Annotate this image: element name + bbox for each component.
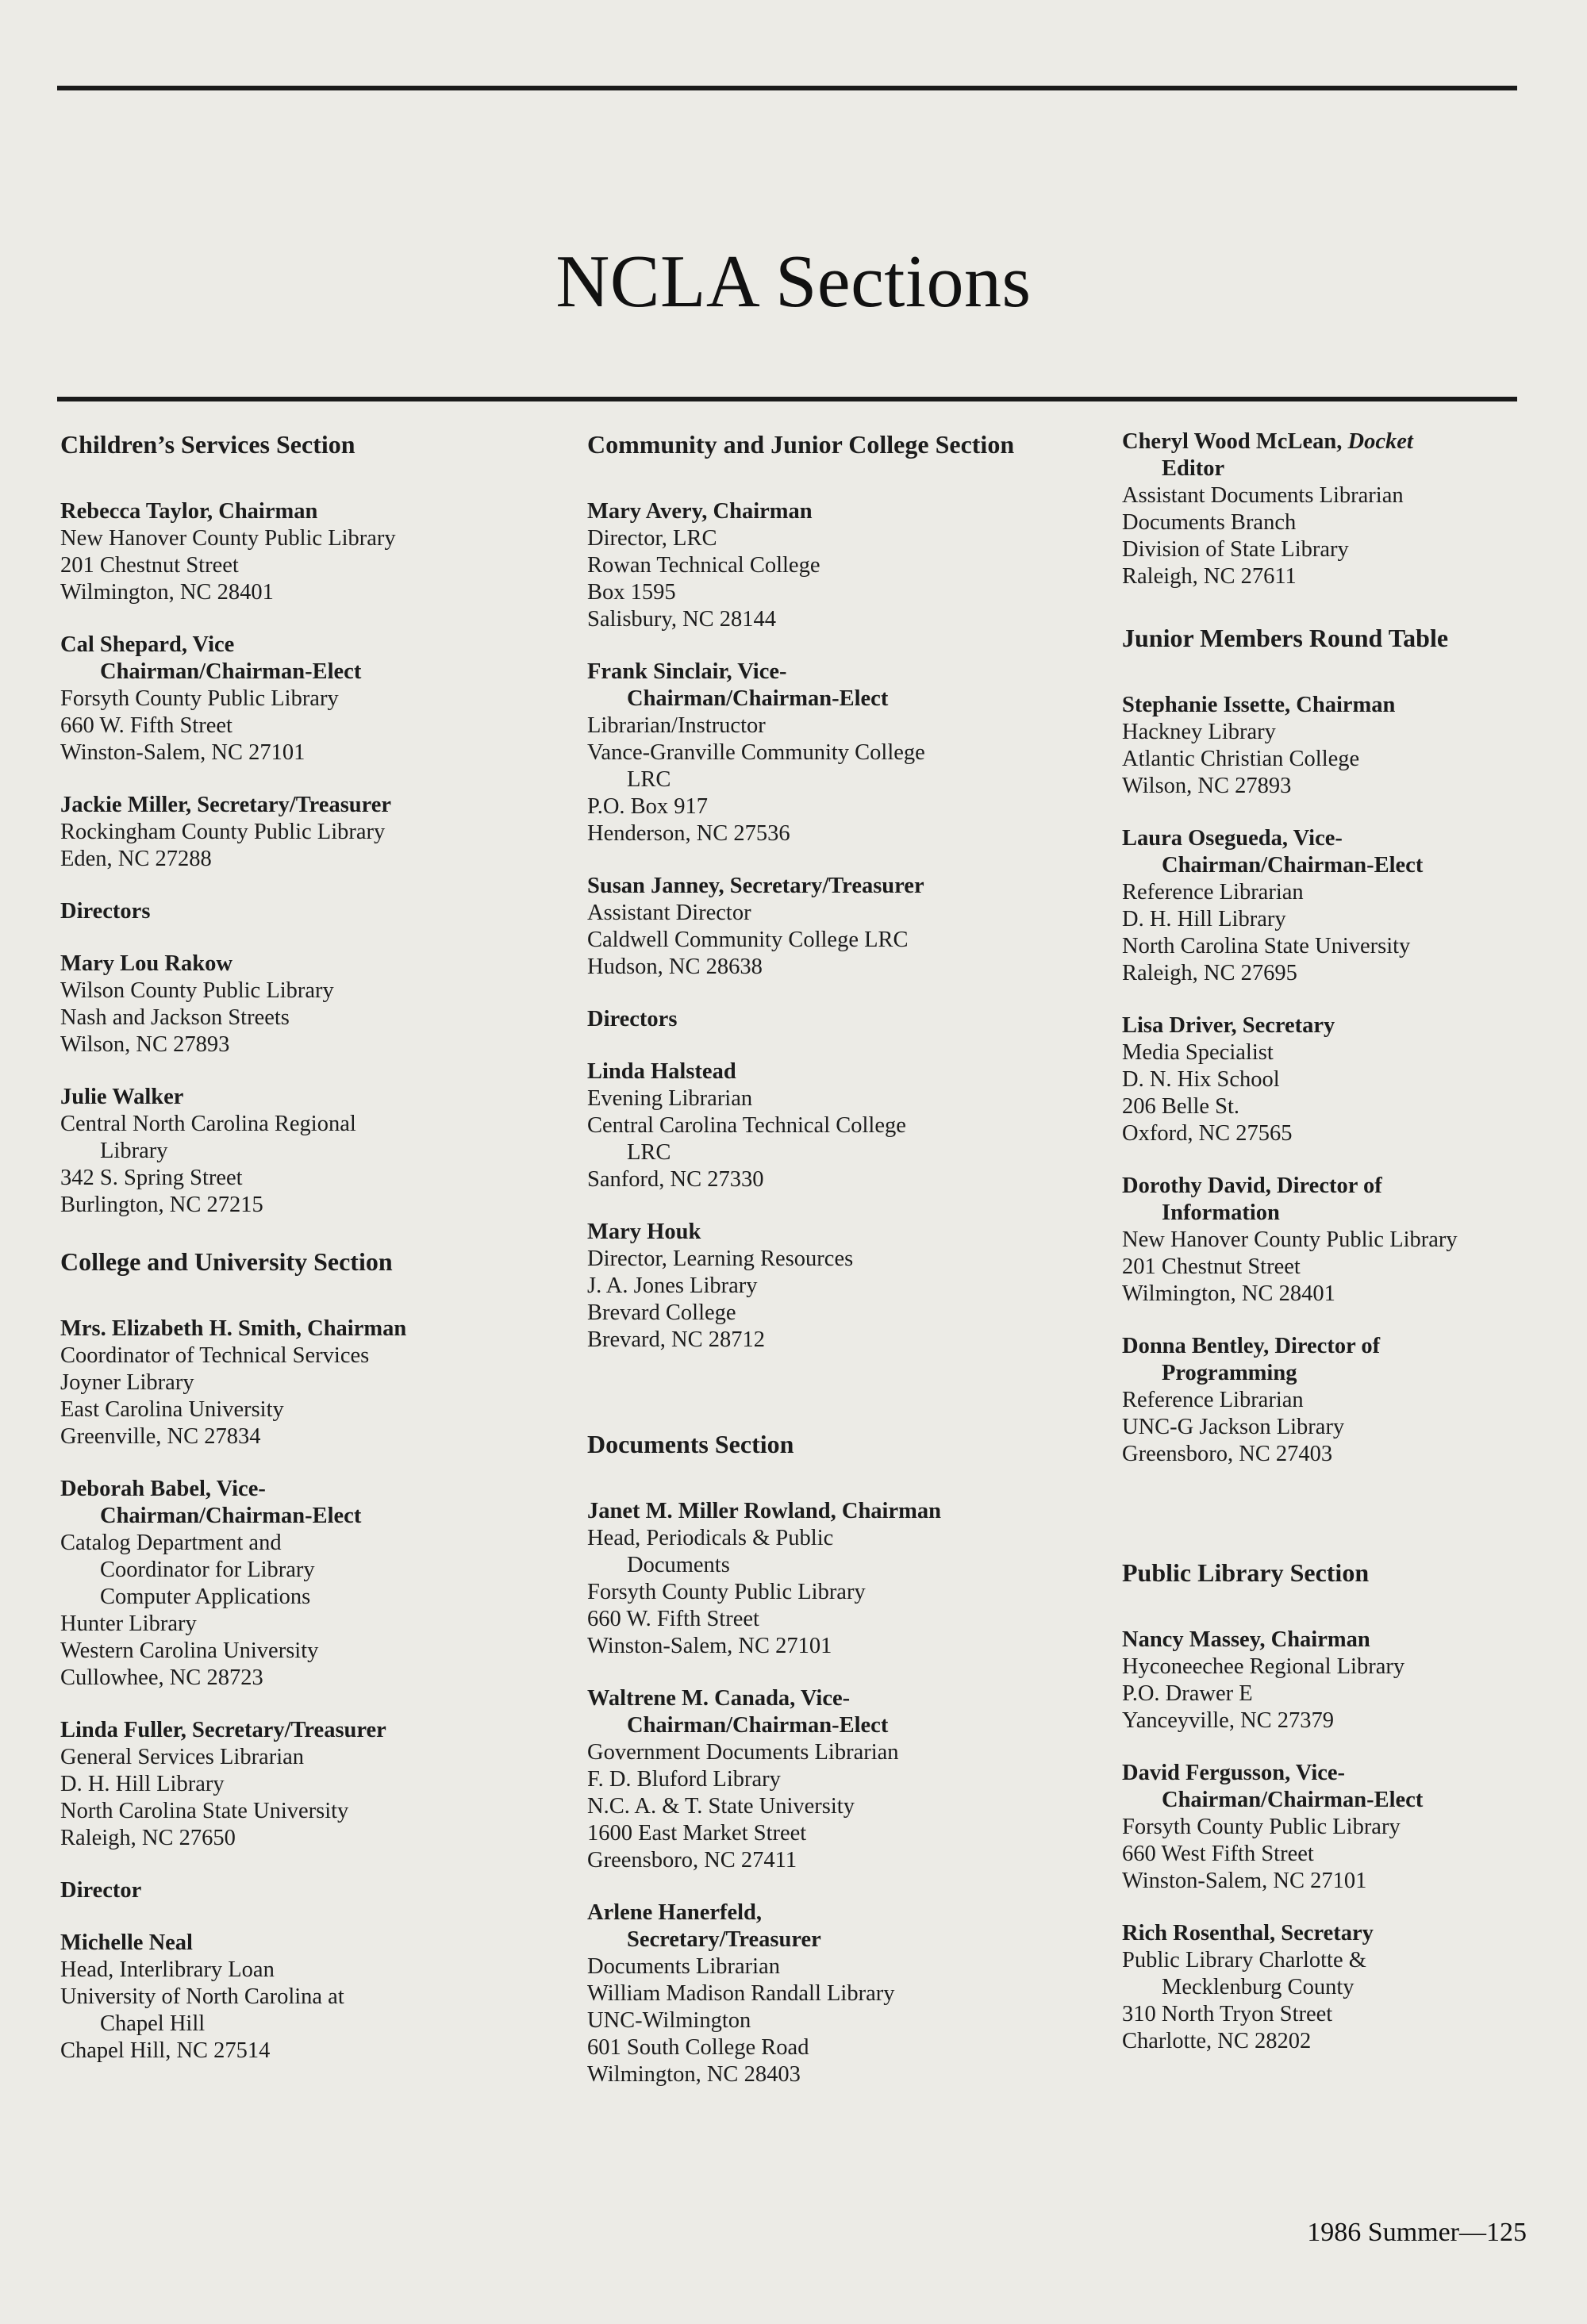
officer-name: Linda Halstead [587, 1059, 736, 1084]
address-line: Documents Branch [1122, 510, 1297, 535]
address-line: Catalog Department and [60, 1531, 282, 1555]
address-line: Joyner Library [60, 1370, 194, 1395]
officer-entry [60, 1476, 489, 1692]
address-line: Coordinator for Library [100, 1558, 315, 1582]
officer-name: Cal Shepard, Vice [60, 632, 235, 657]
officer-name: Nancy Massey, Chairman [1122, 1627, 1370, 1652]
address-line: Nash and Jackson Streets [60, 1005, 290, 1030]
address-line: 660 W. Fifth Street [587, 1607, 759, 1631]
address-line: Coordinator of Technical Services [60, 1343, 370, 1368]
address-line: P.O. Box 917 [587, 794, 709, 819]
officer-name: Mrs. Elizabeth H. Smith, Chairman [60, 1316, 407, 1341]
address-line: Wilson County Public Library [60, 978, 334, 1003]
officer-name: Linda Fuller, Secretary/Treasurer [60, 1718, 386, 1742]
address-line: Brevard College [587, 1300, 736, 1325]
address-line: Reference Librarian [1122, 880, 1304, 905]
address-line: North Carolina State University [60, 1799, 349, 1823]
address-line: Henderson, NC 27536 [587, 821, 790, 846]
section-heading-community: Community and Junior College Section [587, 430, 1015, 459]
address-line: Librarian/Instructor [587, 713, 766, 738]
address-line: Winston-Salem, NC 27101 [60, 740, 305, 765]
page-folio: 1986 Summer—125 [1307, 2218, 1527, 2247]
officer-name: Rebecca Taylor, Chairman [60, 499, 318, 524]
officer-name: Frank Sinclair, Vice- [587, 659, 787, 684]
address-line: Rowan Technical College [587, 553, 820, 578]
officer-name: Laura Osegueda, Vice- [1122, 826, 1343, 851]
address-line: Library [100, 1139, 168, 1163]
officer-name: Stephanie Issette, Chairman [1122, 693, 1396, 717]
address-line: Wilson, NC 27893 [1122, 774, 1292, 798]
address-line: Greensboro, NC 27411 [587, 1848, 797, 1873]
section-heading-childrens: Children’s Services Section [60, 430, 355, 459]
address-line: Public Library Charlotte & [1122, 1948, 1366, 1973]
address-line: Forsyth County Public Library [60, 686, 339, 711]
address-line: LRC [627, 767, 671, 792]
address-line: Greenville, NC 27834 [60, 1424, 261, 1449]
officer-entry [587, 659, 1079, 847]
address-line: Wilmington, NC 28401 [60, 580, 274, 605]
address-line: Documents Librarian [587, 1954, 780, 1979]
address-line: Hudson, NC 28638 [587, 955, 763, 979]
address-line: Director, Learning Resources [587, 1247, 854, 1271]
address-line: Rockingham County Public Library [60, 820, 386, 844]
officer-entry [1122, 1173, 1535, 1308]
address-line: New Hanover County Public Library [60, 526, 396, 551]
address-line: Government Documents Librarian [587, 1740, 899, 1765]
address-line: Eden, NC 27288 [60, 847, 212, 871]
address-line: Burlington, NC 27215 [60, 1193, 263, 1217]
address-line: J. A. Jones Library [587, 1273, 758, 1298]
officer-name: Rich Rosenthal, Secretary [1122, 1921, 1374, 1946]
officer-entry [60, 792, 489, 873]
address-line: 310 North Tryon Street [1122, 2002, 1333, 2026]
officer-name: Mary Avery, Chairman [587, 499, 813, 524]
address-line: UNC-G Jackson Library [1122, 1415, 1345, 1439]
address-line: N.C. A. & T. State University [587, 1794, 855, 1819]
officer-name: Lisa Driver, Secretary [1122, 1013, 1335, 1038]
officer-name: Julie Walker [60, 1085, 184, 1109]
address-line: D. H. Hill Library [1122, 907, 1286, 932]
officer-name: Janet M. Miller Rowland, Chairman [587, 1499, 941, 1523]
address-line: Wilson, NC 27893 [60, 1032, 230, 1057]
officer-title: Chairman/Chairman-Elect [627, 1713, 889, 1738]
address-line: Hyconeechee Regional Library [1122, 1654, 1405, 1679]
officer-entry [60, 632, 489, 766]
address-line: LRC [627, 1140, 671, 1165]
director-subheading: Director [60, 1878, 142, 1903]
address-line: Salisbury, NC 28144 [587, 607, 777, 632]
officer-name: Susan Janney, Secretary/Treasurer [587, 874, 924, 898]
address-line: Winston-Salem, NC 27101 [587, 1634, 832, 1658]
address-line: D. H. Hill Library [60, 1772, 225, 1796]
address-line: Media Specialist [1122, 1040, 1274, 1065]
address-line: North Carolina State University [1122, 934, 1411, 958]
address-line: Box 1595 [587, 580, 676, 605]
officer-entry [60, 1717, 489, 1852]
address-line: 601 South College Road [587, 2035, 809, 2060]
officer-name: Mary Houk [587, 1220, 701, 1244]
address-line: Charlotte, NC 28202 [1122, 2029, 1312, 2053]
address-line: 342 S. Spring Street [60, 1166, 243, 1190]
officer-name: Mary Lou Rakow [60, 951, 232, 976]
address-line: East Carolina University [60, 1397, 284, 1422]
officer-name: David Fergusson, Vice- [1122, 1761, 1346, 1785]
officer-entry [60, 498, 489, 606]
address-line: Forsyth County Public Library [1122, 1815, 1401, 1839]
address-line: P.O. Drawer E [1122, 1681, 1253, 1706]
officer-title: Chairman/Chairman-Elect [1162, 1788, 1424, 1812]
officer-name: Donna Bentley, Director of [1122, 1334, 1381, 1358]
officer-entry [587, 1058, 1079, 1193]
address-line: D. N. Hix School [1122, 1067, 1280, 1092]
address-line: Evening Librarian [587, 1086, 753, 1111]
address-line: Wilmington, NC 28401 [1122, 1281, 1335, 1306]
address-line: Sanford, NC 27330 [587, 1167, 764, 1192]
address-line: UNC-Wilmington [587, 2008, 751, 2033]
address-line: 201 Chestnut Street [60, 553, 239, 578]
address-line: Forsyth County Public Library [587, 1580, 866, 1604]
officer-title: Information [1162, 1200, 1280, 1225]
address-line: Greensboro, NC 27403 [1122, 1442, 1333, 1466]
column-middle [587, 428, 1079, 2114]
officer-entry [1122, 428, 1535, 590]
officer-name-text: Cheryl Wood McLean, [1122, 429, 1348, 454]
officer-title: Programming [1162, 1361, 1297, 1385]
officer-name: Jackie Miller, Secretary/Treasurer [60, 793, 392, 817]
address-line: Reference Librarian [1122, 1388, 1304, 1412]
address-line: Yanceyville, NC 27379 [1122, 1708, 1335, 1733]
address-line: General Services Librarian [60, 1745, 305, 1769]
address-line: 660 West Fifth Street [1122, 1842, 1314, 1866]
address-line: Vance-Granville Community College [587, 740, 925, 765]
officer-title: Secretary/Treasurer [627, 1927, 821, 1952]
address-line: New Hanover County Public Library [1122, 1227, 1458, 1252]
page-title: NCLA Sections [555, 240, 1032, 323]
officer-entry [1122, 692, 1535, 800]
address-line: Western Carolina University [60, 1638, 319, 1663]
officer-entry [1122, 1333, 1535, 1468]
docket-italic: Docket [1347, 429, 1413, 454]
officer-entry [587, 498, 1079, 633]
address-line: Central Carolina Technical College [587, 1113, 906, 1138]
officer-name: Deborah Babel, Vice- [60, 1477, 266, 1501]
officer-entry [60, 1930, 489, 2065]
officer-title: Editor [1162, 456, 1225, 481]
directors-subheading: Directors [587, 1007, 678, 1031]
address-line: Raleigh, NC 27695 [1122, 961, 1297, 985]
officer-entry [587, 873, 1079, 981]
column-right [1122, 428, 1535, 2080]
officer-entry [587, 1219, 1079, 1354]
address-line: Caldwell Community College LRC [587, 928, 909, 952]
top-rule [57, 86, 1517, 90]
address-line: Chapel Hill [100, 2011, 206, 2036]
officer-entry [587, 1900, 1079, 2088]
officer-entry [587, 1685, 1079, 1874]
officer-entry [1122, 1627, 1535, 1734]
address-line: 1600 East Market Street [587, 1821, 807, 1846]
officer-entry [587, 1498, 1079, 1660]
address-line: Brevard, NC 28712 [587, 1327, 766, 1352]
address-line: 206 Belle St. [1122, 1094, 1240, 1119]
address-line: Mecklenburg County [1162, 1975, 1355, 1999]
address-line: Cullowhee, NC 28723 [60, 1665, 263, 1690]
address-line: Central North Carolina Regional [60, 1112, 356, 1136]
address-line: Assistant Director [587, 901, 751, 925]
section-heading-college: College and University Section [60, 1247, 393, 1276]
address-line: F. D. Bluford Library [587, 1767, 781, 1792]
section-heading-public-library: Public Library Section [1122, 1558, 1370, 1587]
address-line: Head, Interlibrary Loan [60, 1957, 275, 1982]
address-line: Hackney Library [1122, 720, 1276, 744]
section-heading-junior-members: Junior Members Round Table [1122, 624, 1449, 652]
officer-name: Dorothy David, Director of [1122, 1174, 1382, 1198]
officer-title: Chairman/Chairman-Elect [100, 659, 362, 684]
address-line: Wilmington, NC 28403 [587, 2062, 801, 2087]
address-line: Director, LRC [587, 526, 717, 551]
address-line: William Madison Randall Library [587, 1981, 895, 2006]
officer-name [1122, 428, 1535, 455]
address-line: Winston-Salem, NC 27101 [1122, 1869, 1367, 1893]
address-line: University of North Carolina at [60, 1984, 344, 2009]
officer-title: Chairman/Chairman-Elect [1162, 853, 1424, 878]
officer-entry [1122, 1012, 1535, 1147]
officer-entry [1122, 1920, 1535, 2055]
address-line: Raleigh, NC 27650 [60, 1826, 236, 1850]
section-heading-documents: Documents Section [587, 1430, 794, 1458]
address-line: Assistant Documents Librarian [1122, 483, 1404, 508]
address-line: Division of State Library [1122, 537, 1349, 562]
officer-title: Chairman/Chairman-Elect [627, 686, 889, 711]
address-line: Chapel Hill, NC 27514 [60, 2038, 271, 2063]
officer-entry [1122, 825, 1535, 987]
address-line: Atlantic Christian College [1122, 747, 1360, 771]
officer-entry [1122, 1760, 1535, 1895]
address-line: Hunter Library [60, 1611, 197, 1636]
officer-entry [60, 1084, 489, 1219]
address-line: Computer Applications [100, 1585, 311, 1609]
column-left [60, 428, 489, 2090]
address-line: Documents [627, 1553, 730, 1577]
officer-name: Arlene Hanerfeld, [587, 1900, 763, 1925]
officer-title: Chairman/Chairman-Elect [100, 1504, 362, 1528]
address-line: Oxford, NC 27565 [1122, 1121, 1293, 1146]
address-line: Raleigh, NC 27611 [1122, 564, 1297, 589]
officer-name: Michelle Neal [60, 1930, 193, 1955]
directors-subheading: Directors [60, 899, 151, 924]
officer-name: Waltrene M. Canada, Vice- [587, 1686, 851, 1711]
address-line: 660 W. Fifth Street [60, 713, 232, 738]
title-bottom-rule [57, 397, 1517, 401]
address-line: 201 Chestnut Street [1122, 1254, 1301, 1279]
address-line: Head, Periodicals & Public [587, 1526, 834, 1550]
officer-entry [60, 951, 489, 1058]
officer-entry [60, 1316, 489, 1450]
